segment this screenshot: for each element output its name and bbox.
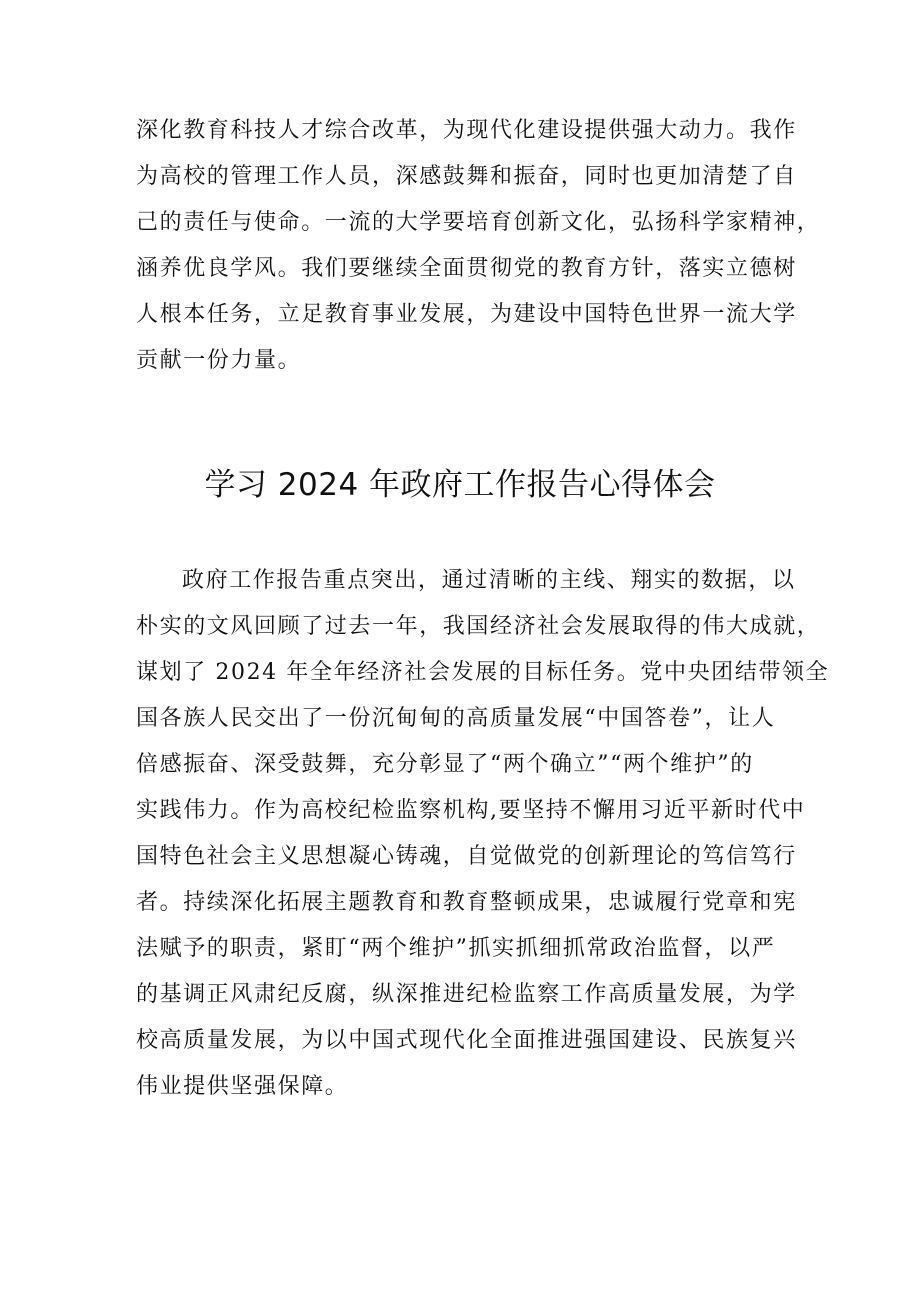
body-line: 实践伟力。作为高校纪检监察机构,要坚持不懈用习近平新时代中	[136, 798, 806, 823]
body-line: 校高质量发展，为以中国式现代化全面推进强国建设、民族复兴	[136, 1028, 797, 1053]
intro-line: 涵养优良学风。我们要继续全面贯彻党的教育方针，落实立德树	[136, 256, 797, 281]
intro-line: 为高校的管理工作人员，深感鼓舞和振奋，同时也更加清楚了自	[136, 164, 797, 189]
body-line: 政府工作报告重点突出，通过清晰的主线、翔实的数据，以	[182, 568, 796, 593]
body-line: 谋划了 2024 年全年经济社会发展的目标任务。党中央团结带领全	[136, 660, 830, 685]
intro-line: 深化教育科技人才综合改革，为现代化建设提供强大动力。我作	[136, 118, 797, 143]
body-line: 国各族人民交出了一份沉甸甸的高质量发展“中国答卷”，让人	[136, 706, 776, 731]
body-line: 倍感振奋、深受鼓舞，充分彰显了“两个确立”“两个维护”的	[136, 752, 754, 777]
body-line: 伟业提供坚强保障。	[136, 1074, 349, 1099]
body-line: 国特色社会主义思想凝心铸魂，自觉做党的创新理论的笃信笃行	[136, 844, 797, 869]
page-title: 学习 2024 年政府工作报告心得体会	[204, 467, 716, 503]
body-line: 的基调正风肃纪反腐，纵深推进纪检监察工作高质量发展，为学	[136, 982, 797, 1007]
body-line: 者。持续深化拓展主题教育和教育整顿成果，忠诚履行党章和宪	[136, 890, 797, 915]
intro-line: 贡献一份力量。	[136, 348, 302, 373]
intro-line: 己的责任与使命。一流的大学要培育创新文化，弘扬科学家精神，	[136, 210, 821, 235]
body-line: 法赋予的职责，紧盯“两个维护”抓实抓细抓常政治监督，以严	[136, 936, 776, 961]
intro-line: 人根本任务，立足教育事业发展，为建设中国特色世界一流大学	[136, 302, 797, 327]
body-line: 朴实的文风回顾了过去一年，我国经济社会发展取得的伟大成就，	[136, 614, 821, 639]
